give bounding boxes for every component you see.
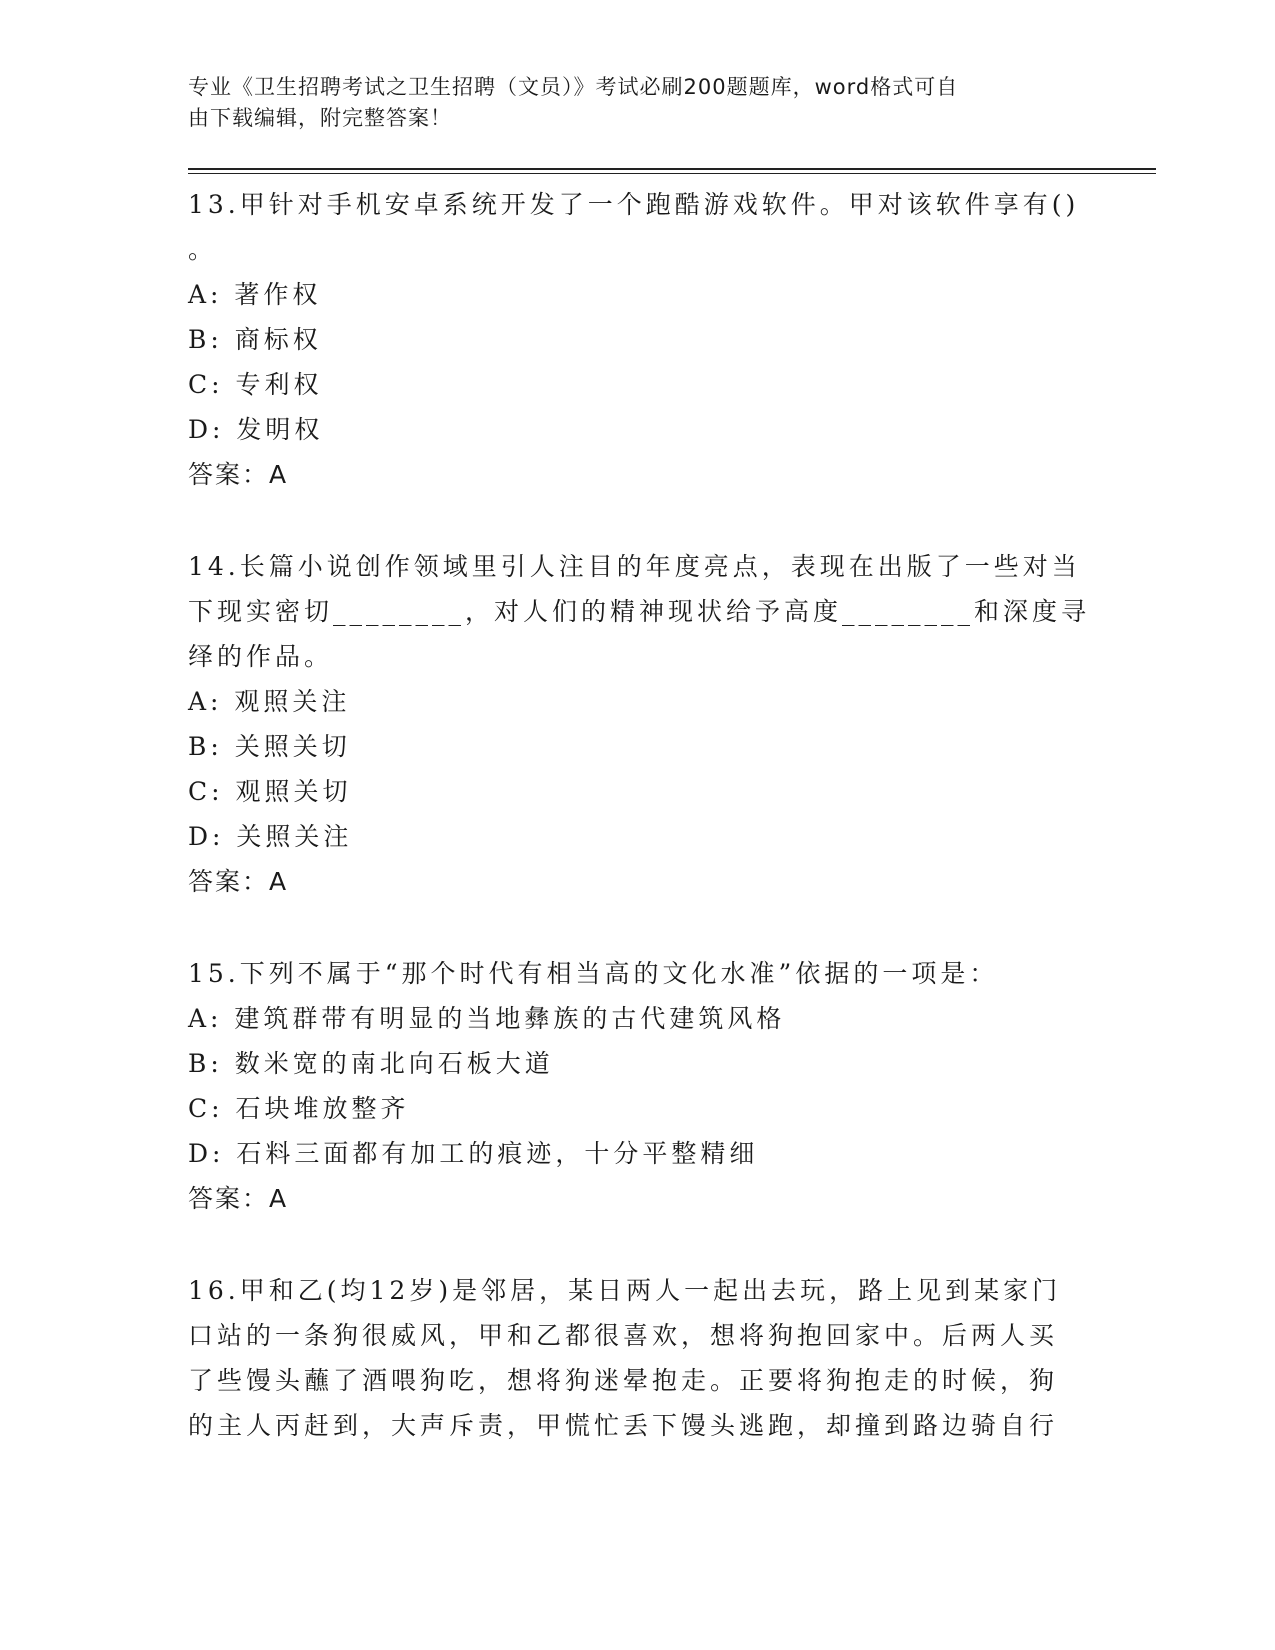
- option-b: B: 商标权: [188, 325, 322, 354]
- question-text: [188, 544, 1148, 679]
- question-line: 13.甲针对手机安卓系统开发了一个跑酷游戏软件。甲对该软件享有(): [188, 190, 1080, 219]
- option-d: D: 石料三面都有加工的痕迹，十分平整精细: [188, 1139, 759, 1168]
- question-line: 口站的一条狗很威风，甲和乙都很喜欢，想将狗抱回家中。后两人买: [188, 1321, 1059, 1350]
- question-line: 绎的作品。: [188, 642, 334, 671]
- option-c: C: 专利权: [188, 370, 323, 399]
- question-text: [188, 1268, 1148, 1448]
- question-14: [188, 544, 1148, 904]
- question-line: 。: [188, 235, 218, 264]
- header-line: 专业《卫生招聘考试之卫生招聘（文员）》考试必刷200题题库，word格式可自: [188, 75, 959, 99]
- document-header: [188, 72, 1068, 134]
- question-line: 14.长篇小说创作领域里引人注目的年度亮点，表现在出版了一些对当: [188, 552, 1081, 581]
- question-line: 的主人丙赶到，大声斥责，甲慌忙丢下馒头逃跑，却撞到路边骑自行: [188, 1411, 1059, 1440]
- question-13: [188, 182, 1148, 497]
- option-d: D: 关照关注: [188, 822, 353, 851]
- answer-line: 答案：A: [188, 867, 289, 896]
- question-line: 下现实密切________，对人们的精神现状给予高度________和深度寻: [188, 597, 1091, 626]
- option-c: C: 观照关切: [188, 777, 352, 806]
- question-text: [188, 182, 1148, 272]
- answer-line: 答案：A: [188, 1184, 289, 1213]
- question-16: [188, 1268, 1148, 1448]
- option-a: A: 观照关注: [188, 687, 351, 716]
- option-c: C: 石块堆放整齐: [188, 1094, 410, 1123]
- document-page: [188, 72, 1148, 1448]
- question-text: [188, 951, 1148, 996]
- answer-line: 答案：A: [188, 460, 289, 489]
- header-line: 由下载编辑，附完整答案！: [188, 106, 452, 130]
- option-b: B: 关照关切: [188, 732, 351, 761]
- option-a: A: 建筑群带有明显的当地彝族的古代建筑风格: [188, 1004, 786, 1033]
- question-line: 16.甲和乙(均12岁)是邻居，某日两人一起出去玩，路上见到某家门: [188, 1276, 1062, 1305]
- question-line: 15.下列不属于“那个时代有相当高的文化水准”依据的一项是：: [188, 959, 999, 988]
- option-b: B: 数米宽的南北向石板大道: [188, 1049, 554, 1078]
- header-divider: [188, 168, 1156, 174]
- question-15: [188, 951, 1148, 1221]
- question-line: 了些馒头蘸了酒喂狗吃，想将狗迷晕抱走。正要将狗抱走的时候，狗: [188, 1366, 1059, 1395]
- option-d: D: 发明权: [188, 415, 324, 444]
- option-a: A: 著作权: [188, 280, 322, 309]
